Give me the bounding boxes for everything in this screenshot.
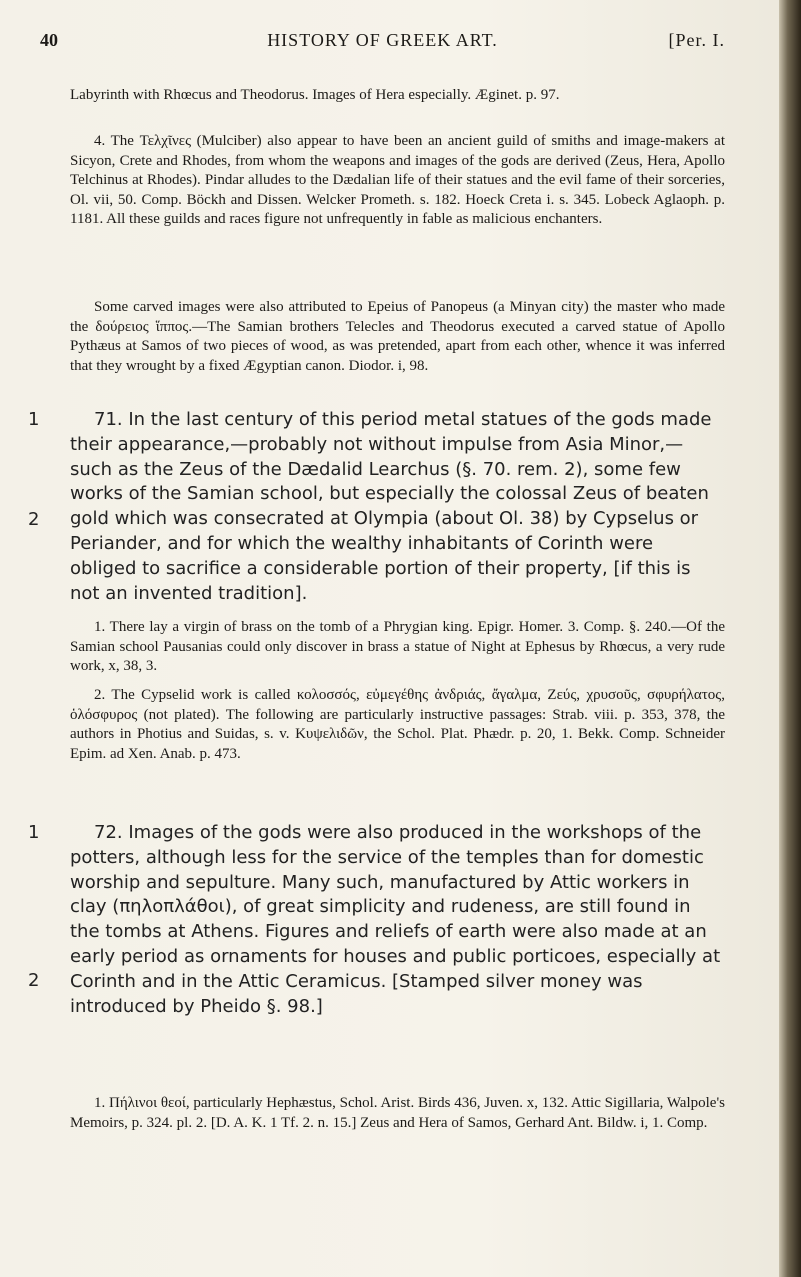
margin-number: 1 [28, 822, 40, 843]
running-title: HISTORY OF GREEK ART. [267, 30, 498, 50]
note-71-2: 2. The Cypselid work is called κολοσσός, εὐμεγέθης ἀνδριάς, ἄγαλμα, Ζεύς, χρυσοῦς, σφυρήλατος, ὁλόσφυρος (not plated). The following are particularly instructive passages: Strab. viii. p. 353, 378, the authors in Photius and Suidas, s. v. Κυψελιδῶν, the Schol. Plat. Phædr. p. 20, 1. Bekk. Comp. Schneider Epim. ad Xen. Anab. p. 473. [70, 687, 725, 762]
section-72-paragraph: 72. Images of the gods were also produced in the workshops of the potters, although less for the service of the temples than for domestic worship and sepulture. Many such, manufactured by Attic workers in clay (πηλοπλάθοι), of great simplicity and rudeness, are still found in the tombs at Athens. Figures and reliefs of earth were also made at an early period as ornaments for houses and public porticoes, especially at Corinth and in the Attic Ceramicus. [Stamped silver money was introduced by Pheido §. 98.] [70, 822, 721, 1017]
running-header [40, 30, 725, 54]
margin-number: 2 [28, 509, 40, 530]
section-label: [Per. I. [668, 30, 725, 50]
note-labyrinth: Labyrinth with Rhœcus and Theodorus. Images of Hera especially. Æginet. p. 97. [70, 87, 560, 103]
page-number: 40 [40, 30, 58, 50]
margin-number: 1 [28, 409, 40, 430]
section-71-paragraph: 71. In the last century of this period metal statues of the gods made their appearance,—probably not without impulse from Asia Minor,—such as the Zeus of the Dædalid Learchus (§. 70. rem. 2), some few works of the Samian school, but especially the colossal Zeus of beaten gold which was consecrated at Olympia (about Ol. 38) by Cypselus or Periander, and for which the wealthy inhabitants of Corinth were obliged to sacrifice a considerable portion of their property, [if this is not an invented tradition]. [70, 409, 712, 604]
book-edge [779, 0, 801, 1277]
note-epeius: Some carved images were also attributed to Epeius of Panopeus (a Minyan city) the master who made the δούρειος ἵππος.—The Samian brothers Telecles and Theodorus executed a carved statue of Apollo Pythæus at Samos of two pieces of wood, as was pretended, apart from each other, whence it was inferred that they wrought by a fixed Ægyptian canon. Diodor. i, 98. [70, 299, 725, 374]
note-72-1: 1. Πήλινοι θεοί, particularly Hephæstus, Schol. Arist. Birds 436, Juven. x, 132. Attic Sigillaria, Walpole's Memoirs, p. 324. pl. 2. [D. A. K. 1 Tf. 2. n. 15.] Zeus and Hera of Samos, Gerhard Ant. Bildw. i, 1. Comp. [70, 1095, 725, 1131]
note-telchines: 4. The Τελχῖνες (Mulciber) also appear to have been an ancient guild of smiths and image-makers at Sicyon, Crete and Rhodes, from whom the weapons and images of the gods are derived (Zeus, Hera, Apollo Telchinus at Rhodes). Pindar alludes to the Dædalian life of their statues and the evil fame of their sorceries, Ol. vii, 50. Comp. Böckh and Dissen. Welcker Prometh. s. 182. Hoeck Creta i. s. 345. Lobeck Aglaoph. p. 1181. All these guilds and races figure not unfrequently in fable as malicious enchanters. [70, 133, 725, 228]
note-71-1: 1. There lay a virgin of brass on the tomb of a Phrygian king. Epigr. Homer. 3. Comp. §. 240.—Of the Samian school Pausanias could only discover in brass a statue of Night at Ephesus by Rhœcus, a very rude work, x, 38, 3. [70, 619, 725, 675]
margin-number: 2 [28, 970, 40, 991]
